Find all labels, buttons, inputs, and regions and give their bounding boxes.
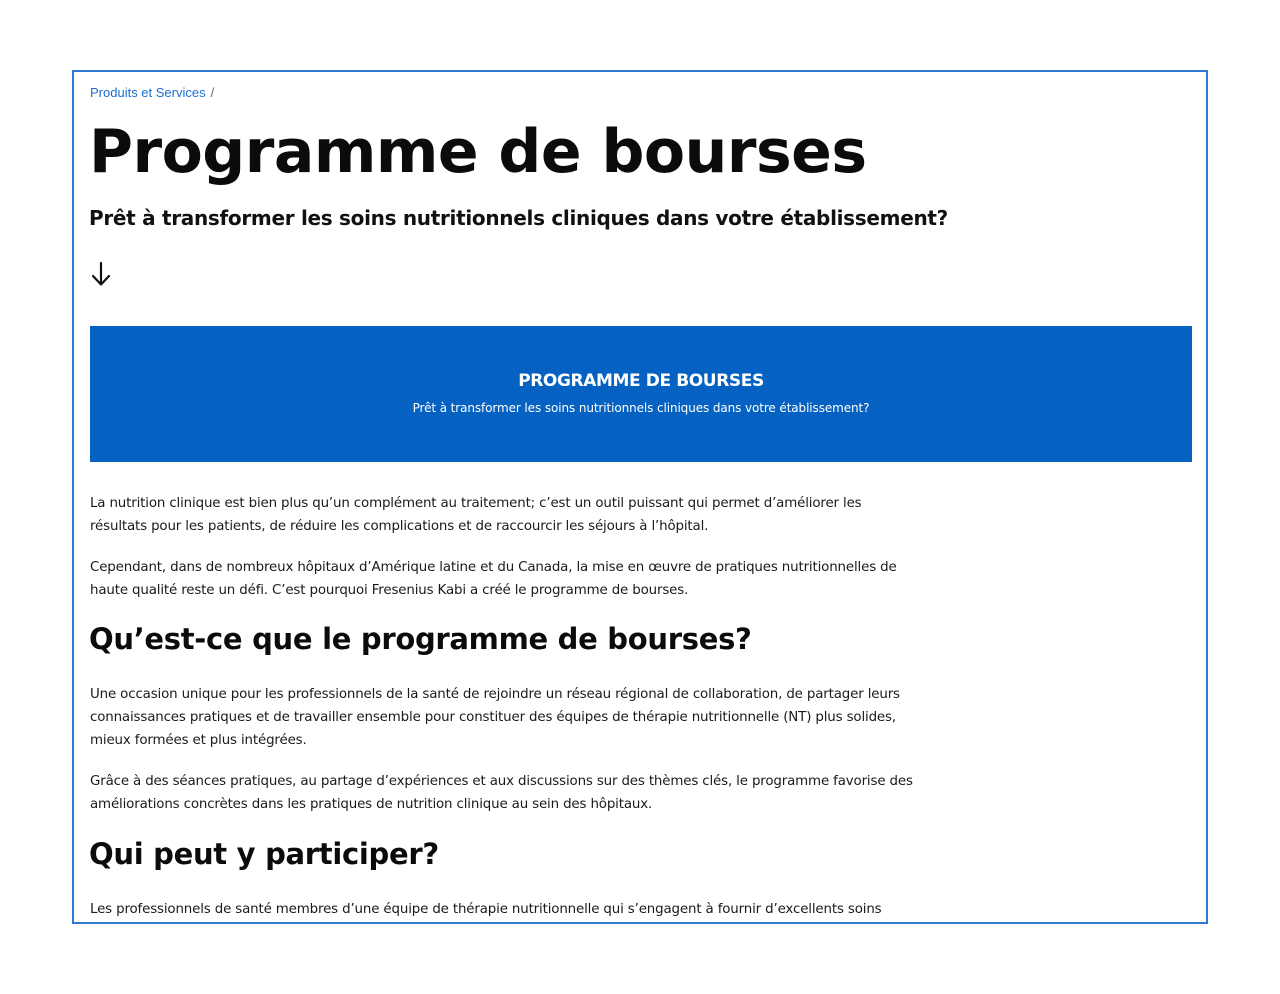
breadcrumb-link-produits-et-services[interactable]: Produits et Services [90,85,206,100]
banner-subtitle: Prêt à transformer les soins nutritionnels cliniques dans votre établissement? [412,401,870,415]
intro-paragraph-2: Cependant, dans de nombreux hôpitaux d’Amérique latine et du Canada, la mise en œuvre de pratiques nutritionnelles de haute qualité reste un défi. C’est pourquoi Fresenius Kabi a créé le programme de bourses. [90,560,897,598]
what-paragraph-2: Grâce à des séances pratiques, au partage d’expériences et aux discussions sur des thèmes clés, le programme favorise des améliorations concrètes dans les pratiques de nutrition clinique au sein des hôpitaux. [90,774,913,812]
section-heading-who: Qui peut y participer? [89,837,439,871]
page-title: Programme de bourses [89,117,867,187]
who-paragraph-1: Les professionnels de santé membres d’une équipe de thérapie nutritionnelle qui s’engagent à fournir d’excellents soins [90,902,882,917]
what-paragraph-1: Une occasion unique pour les professionnels de la santé de rejoindre un réseau régional de collaboration, de partager leurs connaissances pratiques et de travailler ensemble pour constituer des équipes de thérapie nutritionnelle (NT) plus solides, mieux formées et plus intégrées. [90,687,900,748]
section-heading-what: Qu’est-ce que le programme de bourses? [89,622,752,656]
arrow-down-icon[interactable] [90,260,112,288]
page-viewport [72,70,1208,924]
banner-title: PROGRAMME DE BOURSES [518,371,764,391]
breadcrumb [90,85,214,101]
page-subtitle: Prêt à transformer les soins nutritionnels cliniques dans votre établissement? [89,206,948,230]
hero-banner [90,326,1192,462]
intro-paragraph-1: La nutrition clinique est bien plus qu’un complément au traitement; c’est un outil puissant qui permet d’améliorer les résultats pour les patients, de réduire les complications et de raccourcir les séjours à l’hôpital. [90,496,862,534]
breadcrumb-separator: / [210,85,215,100]
